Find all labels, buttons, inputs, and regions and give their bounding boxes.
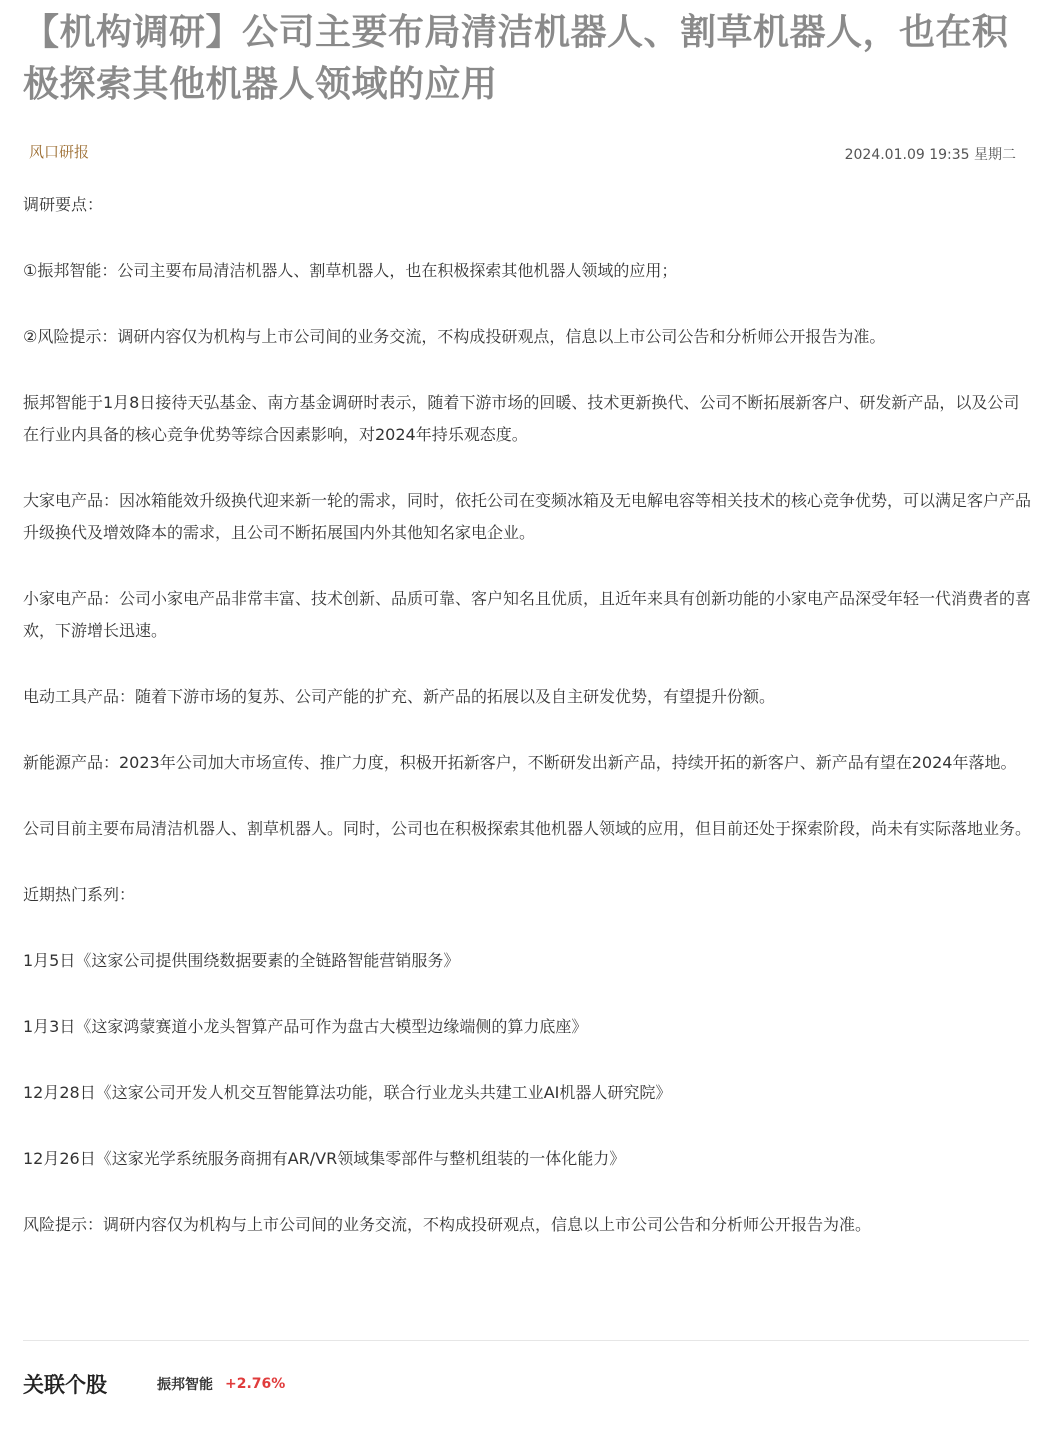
article-meta (23, 139, 1028, 179)
article-source-link[interactable]: 风口研报 (29, 143, 90, 161)
article-datetime: 2024.01.09 19:35 星期二 (844, 147, 1016, 163)
paragraph-point-1: ①振邦智能：公司主要布局清洁机器人、割草机器人，也在积极探索其他机器人领域的应用； (23, 261, 678, 280)
section-divider (23, 1340, 1029, 1341)
article-title: 【机构调研】公司主要布局清洁机器人、割草机器人，也在积极探索其他机器人领域的应用 (23, 12, 1009, 105)
paragraph-point-2: ②风险提示：调研内容仅为机构与上市公司间的业务交流，不构成投研观点，信息以上市公司公告和分析师公开报告为准。 (23, 327, 886, 346)
article-body (23, 189, 1032, 1241)
hot-series-link-1[interactable]: 1月5日《这家公司提供围绕数据要素的全链路智能营销服务》 (23, 951, 460, 970)
related-stocks (23, 1364, 285, 1404)
hot-series-link-2[interactable]: 1月3日《这家鸿蒙赛道小龙头智算产品可作为盘古大模型边缘端侧的算力底座》 (23, 1017, 588, 1036)
hot-series-link-4[interactable]: 12月26日《这家光学系统服务商拥有AR/VR领域集零部件与整机组装的一体化能力》 (23, 1149, 626, 1168)
hot-series-link-3[interactable]: 12月28日《这家公司开发人机交互智能算法功能，联合行业龙头共建工业AI机器人研究院》 (23, 1083, 672, 1102)
paragraph-large-appliances: 大家电产品：因冰箱能效升级换代迎来新一轮的需求，同时，依托公司在变频冰箱及无电解电容等相关技术的核心竞争优势，可以满足客户产品升级换代及增效降本的需求，且公司不断拓展国内外其他知名家电企业。 (23, 491, 1032, 542)
paragraph-intro: 振邦智能于1月8日接待天弘基金、南方基金调研时表示，随着下游市场的回暖、技术更新换代、公司不断拓展新客户、研发新产品，以及公司在行业内具备的核心竞争优势等综合因素影响，对2024年持乐观态度。 (23, 393, 1020, 444)
paragraph-small-appliances: 小家电产品：公司小家电产品非常丰富、技术创新、品质可靠、客户知名且优质，且近年来具有创新功能的小家电产品深受年轻一代消费者的喜欢，下游增长迅速。 (23, 589, 1032, 640)
paragraph-risk-notice: 风险提示：调研内容仅为机构与上市公司间的业务交流，不构成投研观点，信息以上市公司公告和分析师公开报告为准。 (23, 1215, 872, 1234)
paragraph-power-tools: 电动工具产品：随着下游市场的复苏、公司产能的扩充、新产品的拓展以及自主研发优势，有望提升份额。 (23, 687, 776, 706)
paragraph-new-energy: 新能源产品：2023年公司加大市场宣传、推广力度，积极开拓新客户，不断研发出新产品，持续开拓的新客户、新产品有望在2024年落地。 (23, 753, 1017, 772)
paragraph-hot-series-heading: 近期热门系列： (23, 885, 136, 904)
stock-change-badge: +2.76% (225, 1376, 286, 1392)
paragraph-key-points-heading: 调研要点： (23, 195, 104, 214)
paragraph-robots: 公司目前主要布局清洁机器人、割草机器人。同时，公司也在积极探索其他机器人领域的应用，但目前还处于探索阶段，尚未有实际落地业务。 (23, 819, 1032, 838)
stock-name-link[interactable]: 振邦智能 (157, 1377, 213, 1393)
related-stocks-title: 关联个股 (23, 1373, 107, 1397)
